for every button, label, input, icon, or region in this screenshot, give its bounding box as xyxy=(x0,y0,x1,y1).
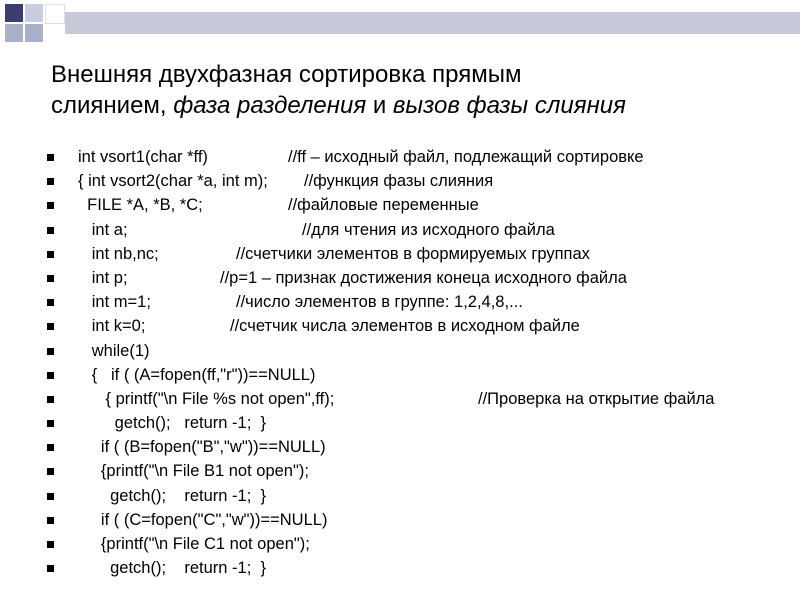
code-text: if ( (B=fopen("B","w"))==NULL) xyxy=(78,438,326,457)
bullet-icon xyxy=(47,420,54,427)
code-line xyxy=(47,435,797,459)
decor-square xyxy=(25,4,43,22)
bullet-icon xyxy=(47,202,54,209)
bullet-icon xyxy=(47,299,54,306)
code-text: { int vsort2(char *a, int m); xyxy=(78,172,268,191)
code-text: int nb,nc; xyxy=(78,244,159,263)
decor-square xyxy=(5,24,23,42)
code-line xyxy=(47,459,797,483)
code-text: int k=0; xyxy=(78,317,146,336)
bullet-icon xyxy=(47,275,54,282)
code-line xyxy=(47,193,797,217)
bullet-icon xyxy=(47,348,54,355)
slide-title xyxy=(51,59,791,121)
bullet-icon xyxy=(47,372,54,379)
bullet-icon xyxy=(47,493,54,500)
code-comment: //число элементов в группе: 1,2,4,8,... xyxy=(236,293,523,312)
code-line xyxy=(47,532,797,556)
code-text: getch(); return -1; } xyxy=(78,414,266,433)
code-line xyxy=(47,314,797,338)
code-line xyxy=(47,242,797,266)
bullet-icon xyxy=(47,251,54,258)
bullet-icon xyxy=(47,396,54,403)
code-line xyxy=(47,387,797,411)
bullet-icon xyxy=(47,227,54,234)
code-line xyxy=(47,266,797,290)
title-italic-phase: фаза разделения xyxy=(173,92,367,119)
code-comment: //ff – исходный файл, подлежащий сортировке xyxy=(288,148,644,166)
code-line xyxy=(47,484,797,508)
code-line xyxy=(47,145,797,169)
code-text: {printf("\n File B1 not open"); xyxy=(78,462,309,481)
decor-bar xyxy=(65,12,800,34)
code-text: int vsort1(char *ff) xyxy=(78,148,208,166)
decor-square xyxy=(45,4,65,24)
code-text: {printf("\n File C1 not open"); xyxy=(78,535,310,553)
code-comment: //файловые переменные xyxy=(288,196,479,215)
code-text: FILE *A, *B, *C; xyxy=(78,196,203,215)
code-text: { if ( (A=fopen(ff,"r"))==NULL) xyxy=(78,365,316,384)
code-text: { printf("\n File %s not open",ff); xyxy=(78,389,335,408)
code-line xyxy=(47,508,797,532)
code-text: while(1) xyxy=(78,341,150,360)
code-text: int p; xyxy=(78,268,128,287)
decor-square xyxy=(25,24,43,42)
code-comment: //счетчики элементов в формируемых группах xyxy=(236,244,590,263)
title-line-1: Внешняя двухфазная сортировка прямым xyxy=(51,61,522,88)
code-line xyxy=(47,290,797,314)
code-comment: //для чтения из исходного файла xyxy=(302,220,555,239)
code-text: getch(); return -1; } xyxy=(78,559,266,578)
bullet-icon xyxy=(47,323,54,330)
code-line xyxy=(47,363,797,387)
bullet-icon xyxy=(47,468,54,475)
bullet-icon xyxy=(47,565,54,572)
bullet-icon xyxy=(47,154,54,161)
code-text: getch(); return -1; } xyxy=(78,486,266,505)
bullet-icon xyxy=(47,517,54,524)
code-line xyxy=(47,411,797,435)
code-line xyxy=(47,169,797,193)
code-comment: //Проверка на открытие файла xyxy=(478,389,715,408)
code-line xyxy=(47,218,797,242)
code-listing xyxy=(47,145,797,580)
code-line xyxy=(47,556,797,580)
code-comment: //функция фазы слияния xyxy=(304,172,494,191)
bullet-icon xyxy=(47,444,54,451)
code-line xyxy=(47,339,797,363)
header-decoration xyxy=(0,0,800,50)
title-text: слиянием, xyxy=(51,92,174,119)
code-comment: //p=1 – признак достижения конеца исходного файла xyxy=(220,268,627,287)
code-text: if ( (C=fopen("C","w"))==NULL) xyxy=(78,510,328,529)
decor-bar-white xyxy=(65,36,800,44)
title-italic-merge: вызов фазы слияния xyxy=(392,92,626,119)
decor-square xyxy=(5,4,23,22)
title-text-and: и xyxy=(366,92,393,119)
code-text: int m=1; xyxy=(78,293,151,312)
bullet-icon xyxy=(47,178,54,185)
code-comment: //счетчик числа элементов в исходном файле xyxy=(230,317,580,336)
code-text: int a; xyxy=(78,220,128,239)
bullet-icon xyxy=(47,541,54,548)
